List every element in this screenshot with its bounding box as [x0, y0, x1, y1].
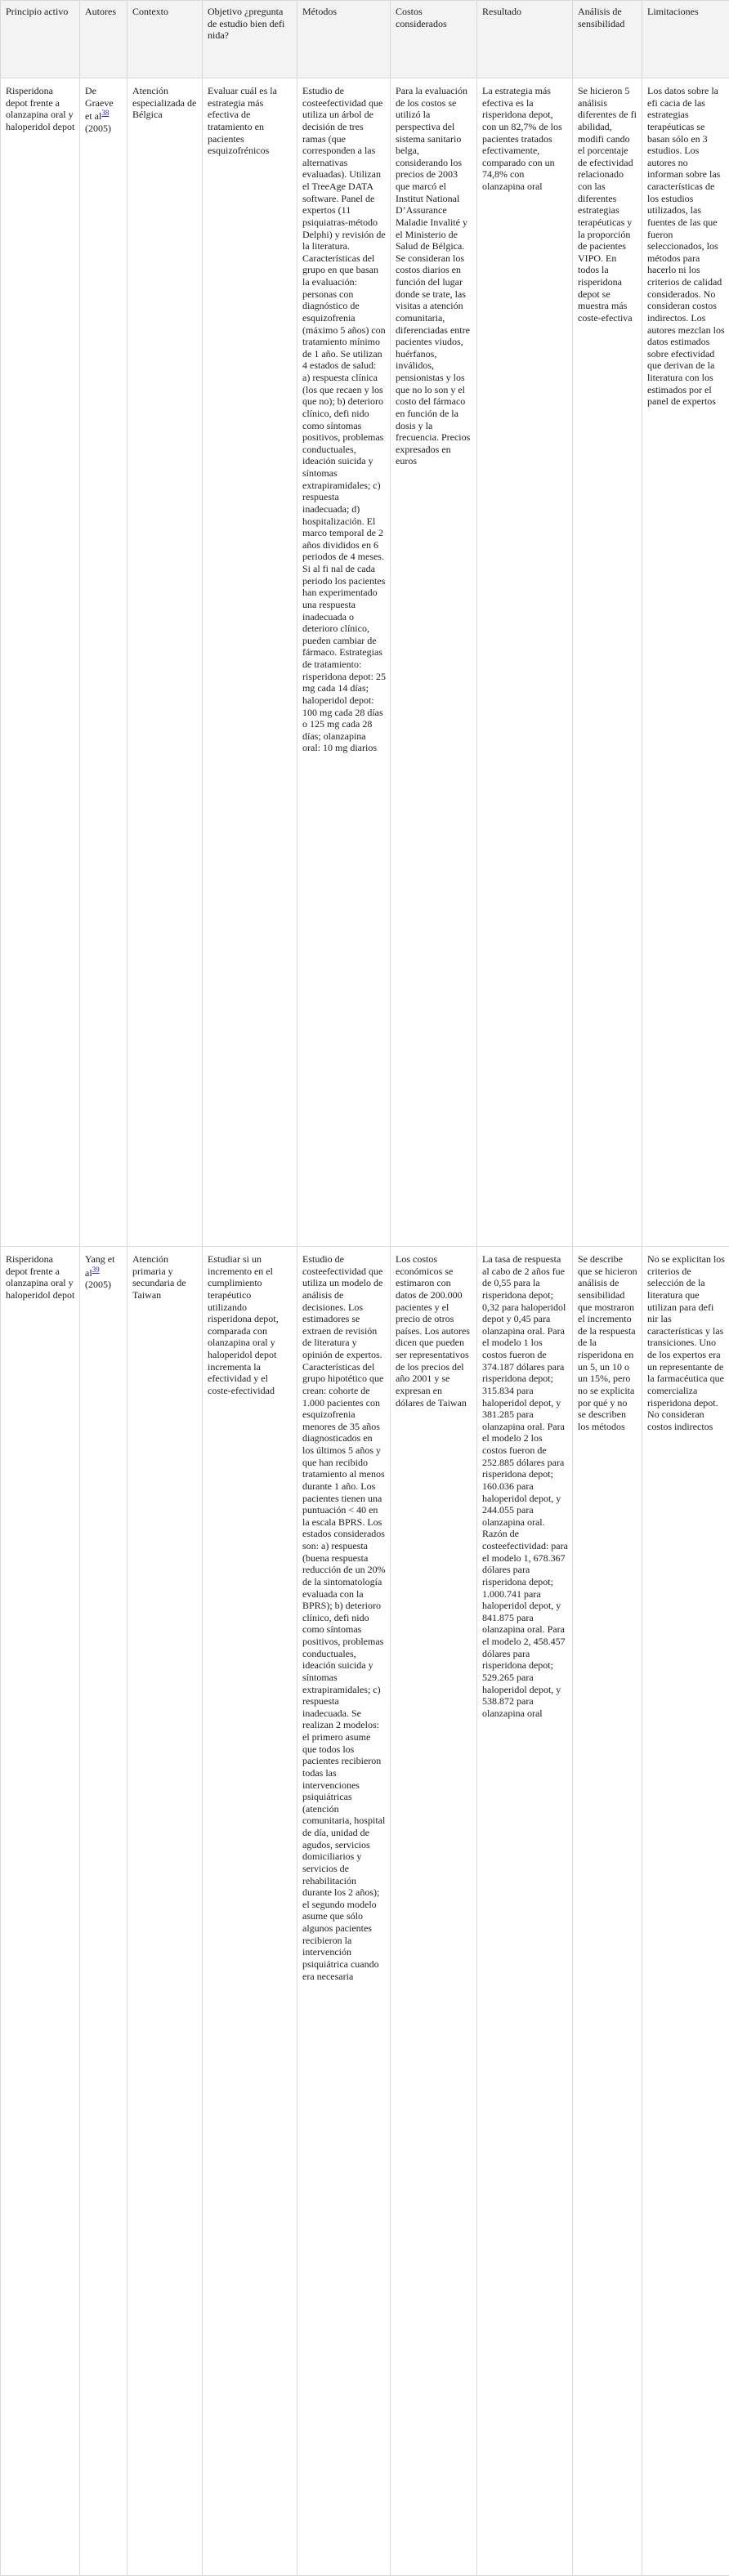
table-row-yang — [1, 1247, 729, 2576]
cell-limitaciones: Los datos sobre la efi cacia de las estrategias terapéuticas se basan sólo en 3 estudios. Los autores no informan sobre las características de los estudios utilizados, las fuentes de las que fueron seleccionados, los métodos para hacerlo ni los criterios de calidad considerados. No consideran costos indirectos. Los autores mezclan los datos estimados sobre efectividad que derivan de la literatura con los estimados por el panel de expertos — [642, 78, 729, 1247]
table-row-de-graeve — [1, 78, 729, 1247]
cell-contexto: Atención primaria y secundaria de Taiwan — [127, 1247, 203, 2576]
author-name: Yang et al — [85, 1253, 114, 1279]
cell-objetivo: Estudiar si un incremento en el cumplimiento terapéutico utilizando risperidona depot, comparada con olanzapina oral y haloperidol depot incrementa la efectividad y el coste-efectividad — [203, 1247, 297, 2576]
cell-costos-considerados: Los costos económicos se estimaron con datos de 200.000 pacientes y el precio de otros países. Los autores dicen que pueden ser representativos de los precios del año 2001 y se expresan en dólares de Taiwan — [391, 1247, 477, 2576]
cell-principio-activo: Risperidona depot frente a olanzapina oral y haloperidol depot — [1, 78, 80, 1247]
cell-autores — [80, 1247, 127, 2576]
cell-limitaciones: No se explicitan los criterios de selección de la literatura que utilizan para defi nir las características y las transiciones. Uno de los expertos era un representante de la farmacéutica que comercializa risperidona depot. No consideran costos indirectos — [642, 1247, 729, 2576]
author-year: (2005) — [85, 123, 111, 134]
author-name: De Graeve et al — [85, 85, 114, 122]
col-header-principio-activo: Principio activo — [1, 1, 80, 78]
citation-ref-link[interactable]: 38 — [101, 109, 109, 117]
cell-principio-activo: Risperidona depot frente a olanzapina oral y haloperidol depot — [1, 1247, 80, 2576]
cell-objetivo: Evaluar cuál es la estrategia más efectiva de tratamiento en pacientes esquizofrénicos — [203, 78, 297, 1247]
col-header-costos-considerados: Costos considerados — [391, 1, 477, 78]
col-header-limitaciones: Limitaciones — [642, 1, 729, 78]
citation-ref-link[interactable]: 39 — [92, 1266, 100, 1274]
col-header-analisis-sensibilidad: Análisis de sensibilidad — [573, 1, 642, 78]
cell-resultado: La tasa de respuesta al cabo de 2 años fue de 0,55 para la risperidona depot; 0,32 para haloperidol depot y 0,45 para olanzapina oral. Para el modelo 1 los costos fueron de 374.187 dólares para risperidona depot; 315.834 para haloperidol depot, y 381.285 para olanzapina oral. Para el modelo 2 los costos fueron de 252.885 dólares para risperidona depot; 160.036 para haloperidol depot, y 244.055 para olanzapina oral. Razón de costeefectividad: para el modelo 1, 678.367 dólares para risperidona depot; 1.000.741 para haloperidol depot, y 841.875 para olanzapina oral. Para el modelo 2, 458.457 dólares para risperidona depot; 529.265 para haloperidol depot, y 538.872 para olanzapina oral — [477, 1247, 573, 2576]
cell-analisis-sensibilidad: Se hicieron 5 análisis diferentes de fi abilidad, modifi cando el porcentaje de efectividad relacionado con las diferentes estrategias terapéuticas y la proporción de pacientes VIPO. En todos la risperidona depot se muestra más coste-efectiva — [573, 78, 642, 1247]
cell-resultado: La estrategia más efectiva es la risperidona depot, con un 82,7% de los pacientes tratados efectivamente, comparado con un 74,8% con olanzapina oral — [477, 78, 573, 1247]
cell-metodos: Estudio de costeefectividad que utiliza un árbol de decisión de tres ramas (que corresponden a las alternativas evaluadas). Utilizan el TreeAge DATA software. Panel de expertos (11 psiquiatras-método Delphi) y revisión de la literatura. Características del grupo en que basan la evaluación: personas con diagnóstico de esquizofrenia (máximo 5 años) con tratamiento mínimo de 1 año. Se utilizan 4 estados de salud: a) respuesta clínica (los que recaen y los que no); b) deterioro clínico, defi nido como síntomas positivos, problemas conductuales, ideación suicida y síntomas extrapiramidales; c) respuesta inadecuada; d) hospitalización. El marco temporal de 2 años divididos en 6 periodos de 4 meses. Si al fi nal de cada periodo los pacientes han experimentado una respuesta inadecuada o deterioro clínico, pueden cambiar de fármaco. Estrategias de tratamiento: risperidona depot: 25 mg cada 14 días; haloperidol depot: 100 mg cada 28 días o 125 mg cada 28 días; olanzapina oral: 10 mg diarios — [297, 78, 391, 1247]
col-header-contexto: Contexto — [127, 1, 203, 78]
cell-autores — [80, 78, 127, 1247]
col-header-autores: Autores — [80, 1, 127, 78]
cell-contexto: Atención especializada de Bélgica — [127, 78, 203, 1247]
citation-superscript — [92, 1266, 100, 1275]
header-row — [1, 1, 729, 78]
citation-superscript — [101, 109, 109, 118]
cell-metodos: Estudio de costeefectividad que utiliza un modelo de análisis de decisiones. Los estimadores se extraen de revisión de literatura y opinión de expertos. Características del grupo hipotético que crean: cohorte de 1.000 pacientes con esquizofrenia menores de 35 años diagnosticados en los últimos 5 años y que han recibido tratamiento al menos durante 1 año. Los pacientes tienen una puntuación < 40 en la escala BPRS. Los estados considerados son: a) respuesta (buena respuesta reducción de un 20% de la sintomatología evaluada con la BPRS); b) deterioro clínico, defi nido como síntomas positivos, problemas conductuales, ideación suicida y síntomas extrapiramidales; c) respuesta inadecuada. Se realizan 2 modelos: el primero asume que todos los pacientes recibieron todas las intervenciones psiquiátricas (atención comunitaria, hospital de día, unidad de agudos, servicios domiciliarios y servicios de rehabilitación durante los 2 años); el segundo modelo asume que sólo algunos pacientes recibieron la intervención psiquiátrica cuando era necesaria — [297, 1247, 391, 2576]
cell-analisis-sensibilidad: Se describe que se hicieron análisis de sensibilidad que mostraron el incremento de la respuesta de la risperidona en un 5, un 10 o un 15%, pero no se explicita por qué y no se describen los métodos — [573, 1247, 642, 2576]
author-year: (2005) — [85, 1279, 111, 1290]
col-header-objetivo: Objetivo ¿pregunta de estudio bien defi nida? — [203, 1, 297, 78]
cell-costos-considerados: Para la evaluación de los costos se utilizó la perspectiva del sistema sanitario belga, considerando los precios de 2003 que marcó el Institut National D’Assurance Maladie Invalité y el Ministerio de Salud de Bélgica. Se consideran los costos diarios en función del lugar donde se trate, las visitas a atención comunitaria, diferenciadas entre pacientes viudos, huérfanos, inválidos, pensionistas y los que no lo son y el costo del fármaco en función de la dosis y la frecuencia. Precios expresados en euros — [391, 78, 477, 1247]
col-header-resultado: Resultado — [477, 1, 573, 78]
col-header-metodos: Métodos — [297, 1, 391, 78]
